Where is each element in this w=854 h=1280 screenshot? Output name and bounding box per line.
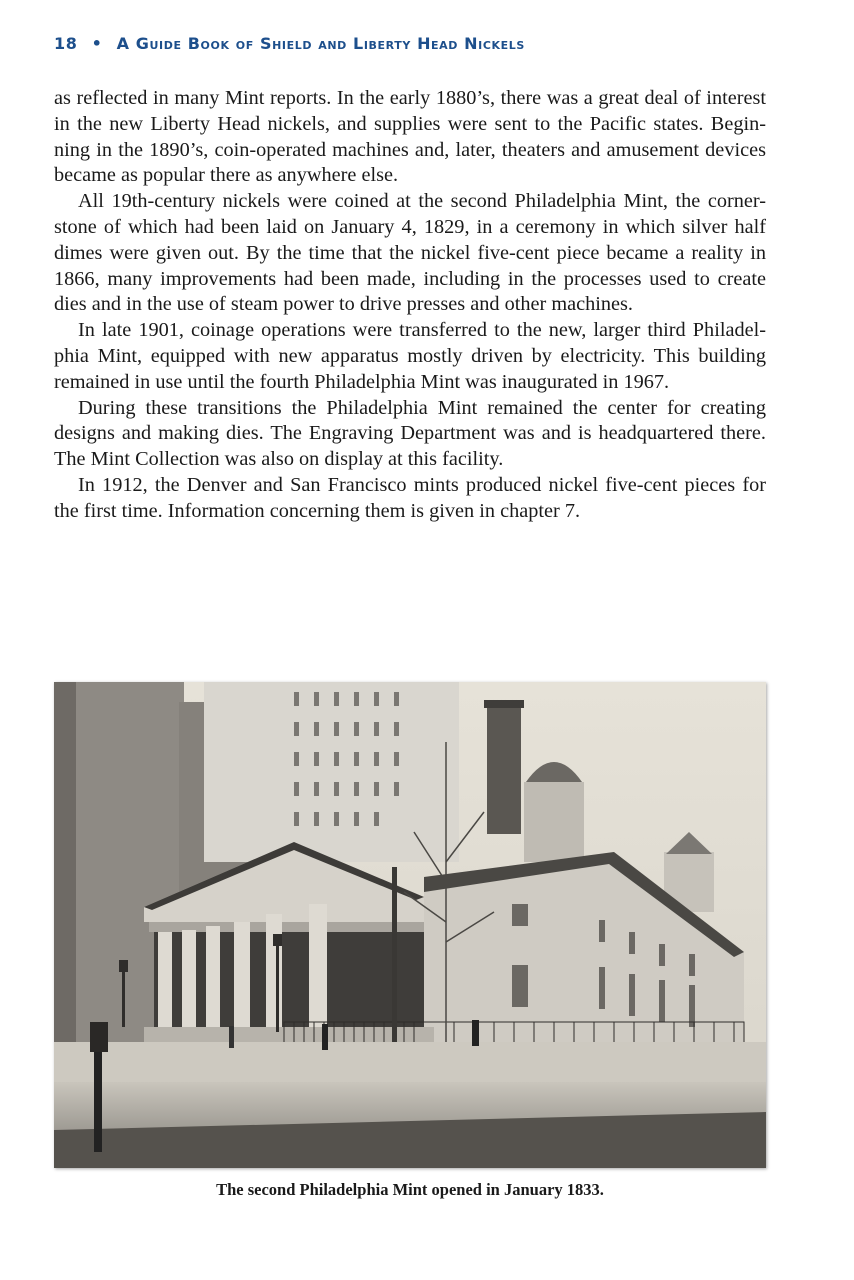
header-separator: •: [91, 34, 103, 53]
running-head: [54, 34, 525, 53]
body-text: [54, 86, 766, 525]
cupola-tower: [524, 782, 584, 862]
paragraph: During these transitions the Philadelphia Mint remained the center for creating designs and making dies. The Engraving Department was and is headquartered there. The Mint Collection was also on display at this facility.: [54, 396, 766, 471]
paragraph: In late 1901, coinage operations were transferred to the new, larger third Philadel-phia Mint, equipped with new apparatus mostly driven by electricity. This building remained in use until the fourth Philadelphia Mint was inaugurated in 1967.: [54, 319, 766, 393]
paragraph: All 19th-century nickels were coined at the second Philadelphia Mint, the corner-stone of which had been laid on January 4, 1829, in a ceremony in which silver half dimes were given out. By the time that the nickel five-cent piece became a reality in 1866, many improvements had been made, including in the processes used to create dies and in the use of steam power to drive presses and other machines.: [54, 190, 766, 316]
page-number: 18: [54, 34, 78, 53]
mailbox-post: [94, 1042, 102, 1152]
mint-building-illustration: [54, 682, 766, 1168]
tall-office-building: [204, 682, 459, 862]
book-title: A Guide Book of Shield and Liberty Head Nickels: [116, 34, 525, 53]
paragraph: as reflected in many Mint reports. In the early 1880’s, there was a great deal of interest in the new Liberty Head nickels, and supplies were sent to the Pacific states. Begin-ning in the 1890’s, coin-operated machines and, later, theaters and amusement devices became as popular there as anywhere else.: [54, 87, 766, 187]
person: [229, 1026, 234, 1048]
street-lamp: [122, 967, 125, 1027]
person: [322, 1024, 328, 1050]
mint-photograph: [54, 682, 766, 1168]
chimney: [487, 704, 521, 834]
paragraph: In 1912, the Denver and San Francisco mints produced nickel five-cent pieces for the first time. Information concerning them is given in chapter 7.: [54, 473, 766, 522]
person: [472, 1020, 479, 1046]
figure-caption: The second Philadelphia Mint opened in January 1833.: [216, 1180, 604, 1199]
